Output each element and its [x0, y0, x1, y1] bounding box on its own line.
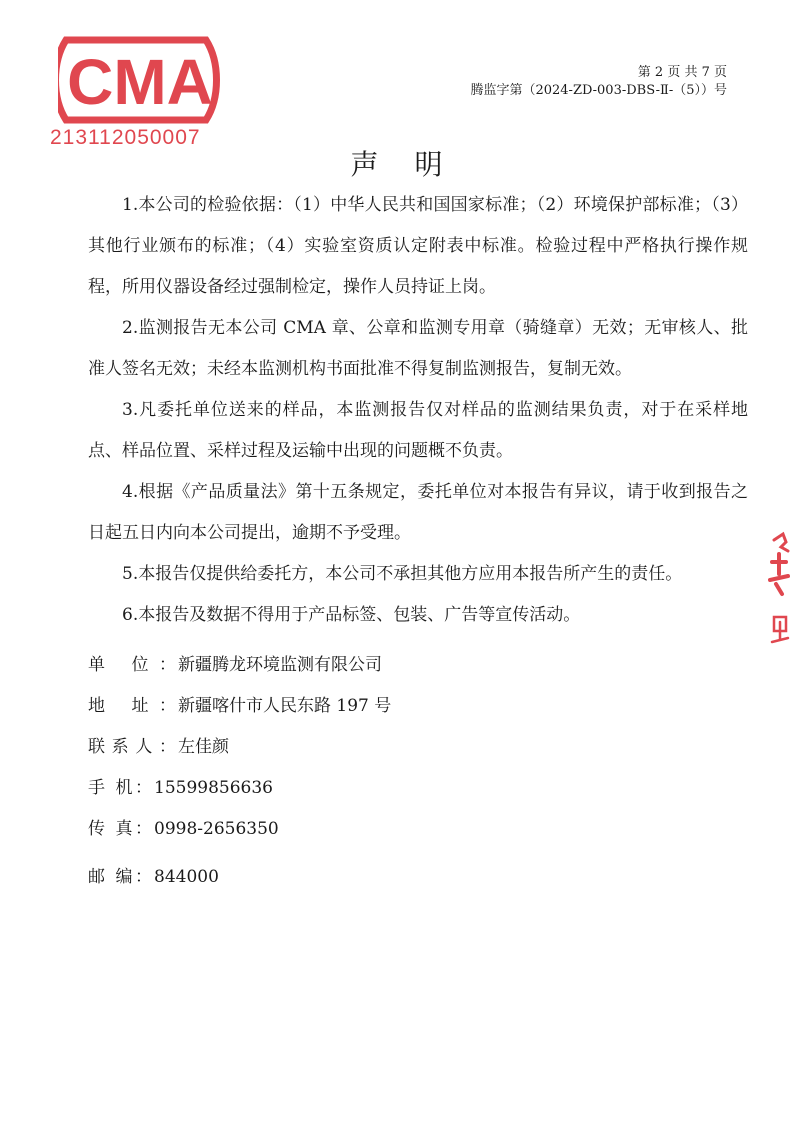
- statement-item-3: 3.凡委托单位送来的样品，本监测报告仅对样品的监测结果负责，对于在采样地点、样品位置、采样过程及运输中出现的问题概不负责。: [88, 400, 748, 461]
- postcode-value: 844000: [154, 867, 219, 887]
- fax-label: 传 真：: [88, 819, 152, 839]
- contact-row-address: [88, 691, 391, 716]
- statement-body: [88, 185, 748, 636]
- contact-row-phone: [88, 773, 273, 798]
- page-indicator: 第 2 页 共 7 页: [637, 65, 727, 80]
- postcode-label: 邮 编：: [88, 867, 152, 887]
- fax-value: 0998-2656350: [154, 819, 279, 839]
- seam-stamp-icon: [762, 522, 793, 657]
- phone-value: 15599856636: [154, 778, 273, 798]
- address-label: 地 址：: [88, 696, 176, 716]
- statement-item-5: 5.本报告仅提供给委托方，本公司不承担其他方应用本报告所产生的责任。: [122, 564, 683, 584]
- statement-item-1: 1.本公司的检验依据：（1）中华人民共和国国家标准；（2）环境保护部标准；（3）其他行业颁布的标准；（4）实验室资质认定附表中标准。检验过程中严格执行操作规程，所用仪器设备经过强制检定，操作人员持证上岗。: [88, 195, 748, 297]
- cma-certificate-number: 213112050007: [50, 126, 201, 149]
- page-title: 声明: [350, 147, 479, 181]
- contact-person-value: 左佳颜: [178, 737, 229, 757]
- report-number: 腾监字第（2024-ZD-003-DBS-Ⅱ-（5））号: [470, 83, 727, 98]
- contact-row-postcode: [88, 862, 219, 887]
- contact-row-unit: [88, 650, 382, 675]
- statement-item-4: 4.根据《产品质量法》第十五条规定，委托单位对本报告有异议，请于收到报告之日起五日内向本公司提出，逾期不予受理。: [88, 482, 748, 543]
- phone-label: 手 机：: [88, 778, 152, 798]
- unit-value: 新疆腾龙环境监测有限公司: [178, 655, 382, 675]
- statement-item-6: 6.本报告及数据不得用于产品标签、包装、广告等宣传活动。: [122, 605, 581, 625]
- contact-person-label: 联系人：: [88, 737, 176, 757]
- svg-text:CMA: CMA: [67, 46, 213, 118]
- unit-label: 单 位：: [88, 655, 176, 675]
- cma-logo-icon: [58, 30, 223, 130]
- statement-item-2: 2.监测报告无本公司 CMA 章、公章和监测专用章（骑缝章）无效；无审核人、批准人签名无效；未经本监测机构书面批准不得复制监测报告，复制无效。: [88, 318, 748, 379]
- page-info: [470, 64, 727, 100]
- contact-row-fax: [88, 814, 279, 839]
- address-value: 新疆喀什市人民东路 197 号: [178, 696, 392, 716]
- contact-row-person: [88, 732, 229, 757]
